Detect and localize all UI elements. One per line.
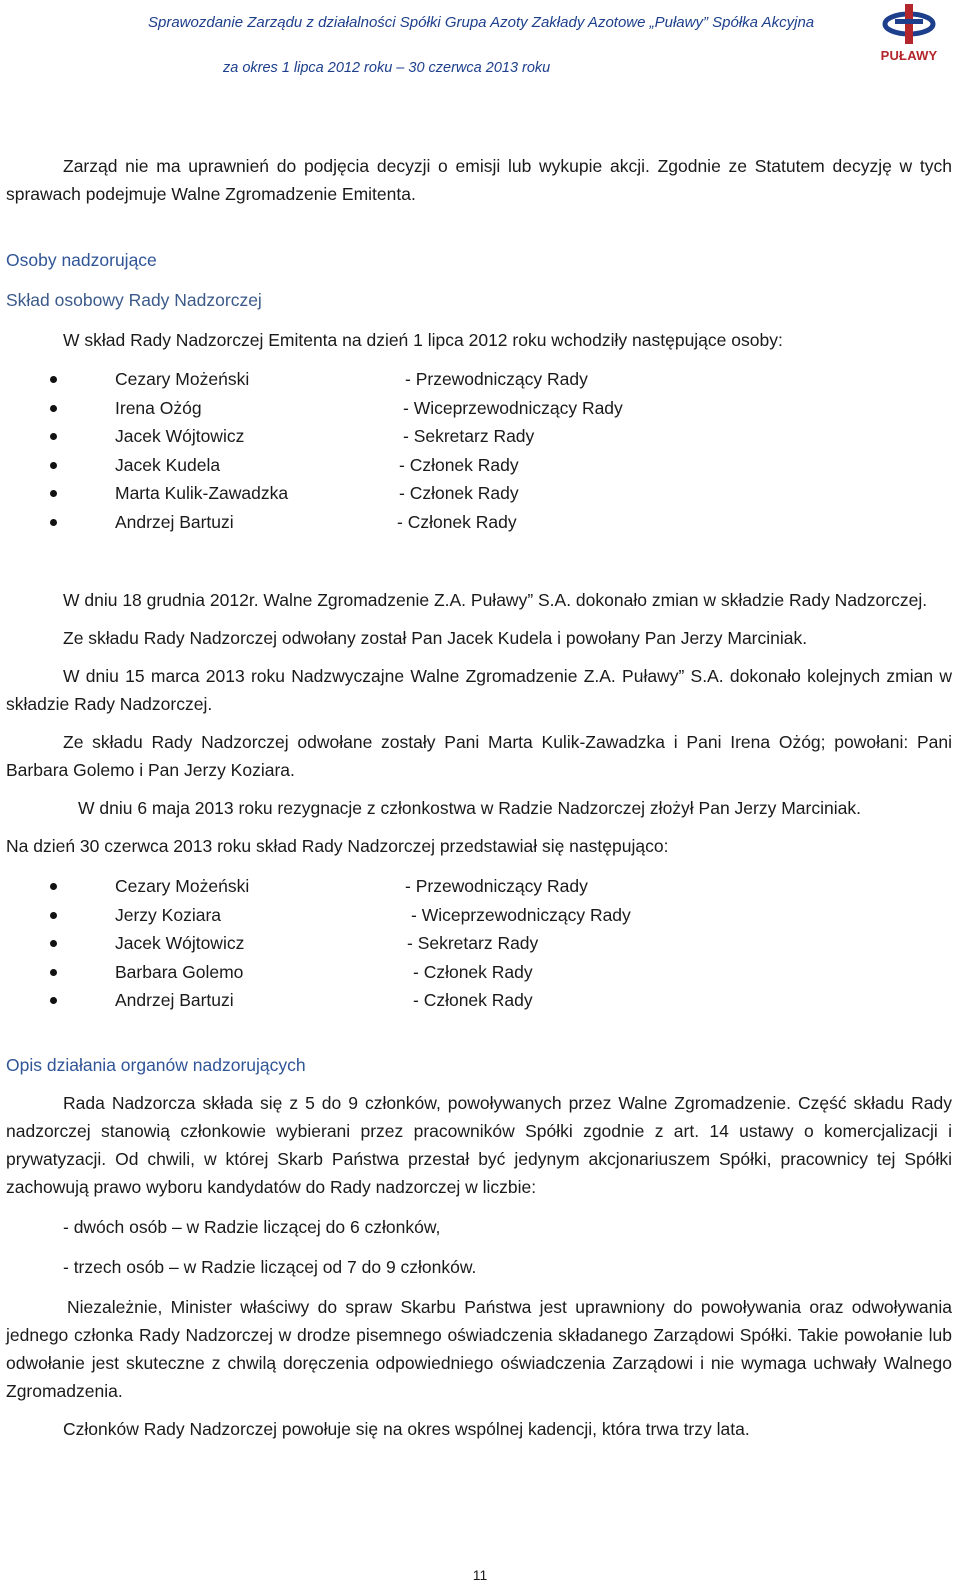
list-item: Jacek Wójtowicz - Sekretarz Rady [6, 422, 952, 451]
list-item: Cezary Możeński - Przewodniczący Rady [6, 365, 952, 394]
list-item: Jerzy Koziara - Wiceprzewodniczący Rady [6, 901, 952, 930]
list-item-three-persons: - trzech osób – w Radzie liczącej od 7 do 9 członków. [63, 1256, 477, 1277]
bullet-icon [50, 883, 57, 890]
bullet-icon [50, 433, 57, 440]
section-title-supervisory-activity: Opis działania organów nadzorujących [6, 1054, 306, 1075]
header-title: Sprawozdanie Zarządu z działalności Spółki Grupa Azoty Zakłady Azotowe „Puławy” Spółka Akcyjna [148, 14, 815, 31]
paragraph-dec-2012: W dniu 18 grudnia 2012r. Walne Zgromadzenie Z.A. Puławy” S.A. dokonało zmian w składzie Rady Nadzorczej. [63, 590, 928, 610]
paragraph-changes: Ze składu Rady Nadzorczej odwołane zostały Pani Marta Kulik-Zawadzka i Pani Irena Ożóg; powołani: Pani Barbara Golemo i Pan Jerzy Koziara. [6, 732, 952, 780]
page-header [0, 0, 960, 90]
intro-composition-2013: Na dzień 30 czerwca 2013 roku skład Rady Nadzorczej przedstawiał się następująco: [6, 836, 669, 856]
bullet-icon [50, 462, 57, 469]
paragraph-mar-2013: W dniu 15 marca 2013 roku Nadzwyczajne Walne Zgromadzenie Z.A. Puławy” S.A. dokonało kolejnych zmian w składzie Rady Nadzorczej. [6, 666, 952, 714]
bullet-icon [50, 519, 57, 526]
section-title-supervisors: Osoby nadzorujące [6, 250, 157, 270]
paragraph-board-size: Rada Nadzorcza składa się z 5 do 9 członków, powoływanych przez Walne Zgromadzenie. Część składu Rady nadzorczej stanowią członkowie wybierani przez pracowników Spółki zgodnie z art. 14 ustawy o komercjalizacji i prywatyzacji. Od chwili, w której Skarb Państwa przestał być jedynym akcjonariuszem Spółki, pracownicy tej Spółki zachowują prawo wyboru kandydatów do Rady nadzorczej w liczbie: [6, 1092, 952, 1197]
bullet-icon [50, 376, 57, 383]
list-item: Andrzej Bartuzi - Członek Rady [6, 508, 952, 537]
board-list-2012 [6, 365, 952, 536]
intro-composition-2012: W skład Rady Nadzorczej Emitenta na dzień 1 lipca 2012 roku wchodziły następujące osoby: [63, 330, 783, 350]
paragraph-minister: Niezależnie, Minister właściwy do spraw Skarbu Państwa jest uprawniony do powoływania oraz odwoływania jednego członka Rady Nadzorczej w drodze pisemnego oświadczenia składanego Zarządowi Spółki. Takie powołanie lub odwołanie jest skuteczne z chwilą doręczenia odpowiedniego oświadczenia Zarządowi i nie wymaga uchwały Walnego Zgromadzenia. [6, 1296, 952, 1401]
list-item-two-persons: - dwóch osób – w Radzie liczącej do 6 członków, [63, 1216, 441, 1237]
list-item: Marta Kulik-Zawadzka - Członek Rady [6, 479, 952, 508]
page-number: 11 [472, 1567, 488, 1583]
bullet-icon [50, 912, 57, 919]
subsection-title-composition: Skład osobowy Rady Nadzorczej [6, 290, 262, 310]
list-item: Jacek Wójtowicz - Sekretarz Rady [6, 929, 952, 958]
board-list-2013 [6, 872, 952, 1015]
list-item: Cezary Możeński - Przewodniczący Rady [6, 872, 952, 901]
document-body [6, 152, 952, 1443]
list-item: Andrzej Bartuzi - Członek Rady [6, 986, 952, 1015]
bullet-icon [50, 940, 57, 947]
bullet-icon [50, 969, 57, 976]
list-item: Barbara Golemo - Członek Rady [6, 958, 952, 987]
paragraph-emission: Zarząd nie ma uprawnień do podjęcia decyzji o emisji lub wykupie akcji. Zgodnie ze Statutem decyzję w tych sprawach podejmuje Walne Zgromadzenie Emitenta. [6, 156, 952, 204]
bullet-icon [50, 405, 57, 412]
paragraph-resignation: W dniu 6 maja 2013 roku rezygnacje z członkostwa w Radzie Nadzorczej złożył Pan Jerzy Marciniak. [78, 798, 861, 818]
bullet-icon [50, 490, 57, 497]
list-item: Jacek Kudela - Członek Rady [6, 451, 952, 480]
bullet-icon [50, 997, 57, 1004]
list-item: Irena Ożóg - Wiceprzewodniczący Rady [6, 394, 952, 423]
paragraph-term: Członków Rady Nadzorczej powołuje się na okres wspólnej kadencji, która trwa trzy lata. [63, 1418, 750, 1439]
header-period: za okres 1 lipca 2012 roku – 30 czerwca 2013 roku [223, 60, 551, 76]
paragraph-kudela: Ze składu Rady Nadzorczej odwołany został Pan Jacek Kudela i powołany Pan Jerzy Marciniak. [63, 628, 808, 648]
logo-wordmark: PUŁAWY [880, 48, 938, 63]
